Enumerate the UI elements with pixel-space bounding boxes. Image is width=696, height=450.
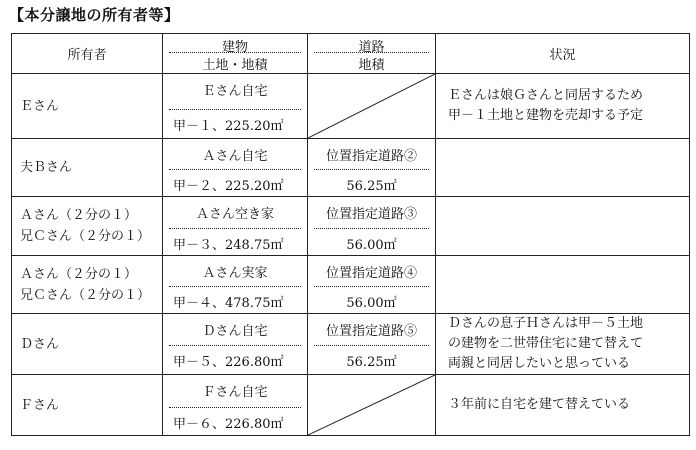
building-cell: [163, 197, 308, 256]
road-cell-empty: [308, 375, 436, 436]
house-label: Ａさん実家: [202, 266, 268, 281]
header-status: 状況: [436, 34, 690, 74]
header-owner: 所有者: [12, 34, 163, 74]
owner-name: Ｆさん: [20, 397, 60, 413]
building-cell: [163, 375, 308, 436]
header-road-label: 道路: [358, 40, 385, 55]
road-name: 位置指定道路②: [325, 149, 417, 164]
header-building-label: 建物: [221, 40, 248, 55]
table-row: [12, 375, 690, 436]
road-cell: [308, 139, 436, 197]
dotted-divider: [169, 52, 301, 53]
road-cell: [308, 197, 436, 256]
dotted-divider: [314, 169, 429, 170]
dotted-divider: [169, 109, 301, 110]
status-line: 両親と同居したいと思っている: [448, 356, 631, 371]
lot-area: 甲－４、478.75㎡: [173, 296, 284, 311]
owner-name: Ｅさん: [20, 98, 60, 114]
dotted-divider: [169, 228, 301, 229]
status-line: 甲－１土地と建物を売却する予定: [448, 108, 644, 123]
owner-name: 兄Ｃさん（２分の１）: [20, 287, 151, 303]
dotted-divider: [169, 345, 301, 346]
owner-name: Ａさん（２分の１）: [20, 266, 138, 282]
status-line: Ｅさんは娘Ｇさんと同居するため: [448, 88, 644, 103]
table-row: [12, 139, 690, 197]
road-area: 56.00㎡: [346, 296, 397, 311]
status-cell: [436, 74, 690, 139]
lot-area: 甲－５、226.80㎡: [173, 355, 284, 370]
road-area: 56.00㎡: [346, 238, 397, 253]
building-cell: [163, 139, 308, 197]
header-land-area-label: 土地・地積: [202, 58, 268, 73]
status-line: Ｄさんの息子Ｈさんは甲－５土地: [448, 316, 644, 331]
building-cell: [163, 74, 308, 139]
road-cell: [308, 314, 436, 375]
owner-cell: [12, 139, 163, 197]
header-road: [308, 34, 436, 74]
dotted-divider: [169, 407, 301, 408]
dotted-divider: [169, 286, 301, 287]
table-row: [12, 74, 690, 139]
dotted-divider: [169, 169, 301, 170]
owner-cell: [12, 197, 163, 256]
diagonal-slash: [308, 74, 435, 138]
road-name: 位置指定道路④: [325, 266, 417, 281]
status-cell: [436, 256, 690, 314]
owner-name: Ａさん（２分の１）: [20, 208, 138, 223]
header-row: [12, 34, 690, 74]
header-building: [163, 34, 308, 74]
diagonal-slash: [308, 375, 435, 435]
table-row: [12, 256, 690, 314]
owner-name: 兄Ｃさん（２分の１）: [20, 229, 151, 244]
owner-name: 夫Ｂさん: [20, 160, 73, 175]
building-cell: [163, 256, 308, 314]
page-title: 【本分譲地の所有者等】: [9, 6, 180, 24]
house-label: Ｄさん自宅: [202, 324, 268, 339]
building-cell: [163, 314, 308, 375]
road-area: 56.25㎡: [346, 355, 397, 370]
lot-area: 甲－１、225.20㎡: [173, 119, 284, 134]
owner-cell: [12, 314, 163, 375]
owner-cell: [12, 74, 163, 139]
house-label: Ｆさん自宅: [202, 385, 268, 400]
status-cell: [436, 197, 690, 256]
ownership-table: [11, 33, 690, 436]
road-name: 位置指定道路③: [325, 207, 417, 222]
lot-area: 甲－６、226.80㎡: [173, 417, 284, 432]
lot-area: 甲－２、225.20㎡: [173, 179, 284, 194]
owner-name: Ｄさん: [20, 336, 60, 352]
dotted-divider: [314, 228, 429, 229]
status-line: の建物を二世帯住宅に建て替えて: [448, 336, 644, 351]
status-cell: [436, 139, 690, 197]
dotted-divider: [314, 52, 429, 53]
road-name: 位置指定道路⑤: [325, 324, 417, 339]
header-road-area-label: 地積: [358, 58, 385, 73]
table-row: [12, 314, 690, 375]
lot-area: 甲－３、248.75㎡: [173, 238, 284, 253]
house-label: Ｅさん自宅: [202, 84, 268, 99]
dotted-divider: [314, 286, 429, 287]
road-cell-empty: [308, 74, 436, 139]
house-label: Ａさん空き家: [195, 207, 274, 222]
table-row: [12, 197, 690, 256]
house-label: Ａさん自宅: [202, 149, 268, 164]
status-cell: [436, 314, 690, 375]
status-line: ３年前に自宅を建て替えている: [448, 397, 631, 412]
road-area: 56.25㎡: [346, 179, 397, 194]
owner-cell: [12, 256, 163, 314]
owner-cell: [12, 375, 163, 436]
status-cell: [436, 375, 690, 436]
road-cell: [308, 256, 436, 314]
dotted-divider: [314, 345, 429, 346]
